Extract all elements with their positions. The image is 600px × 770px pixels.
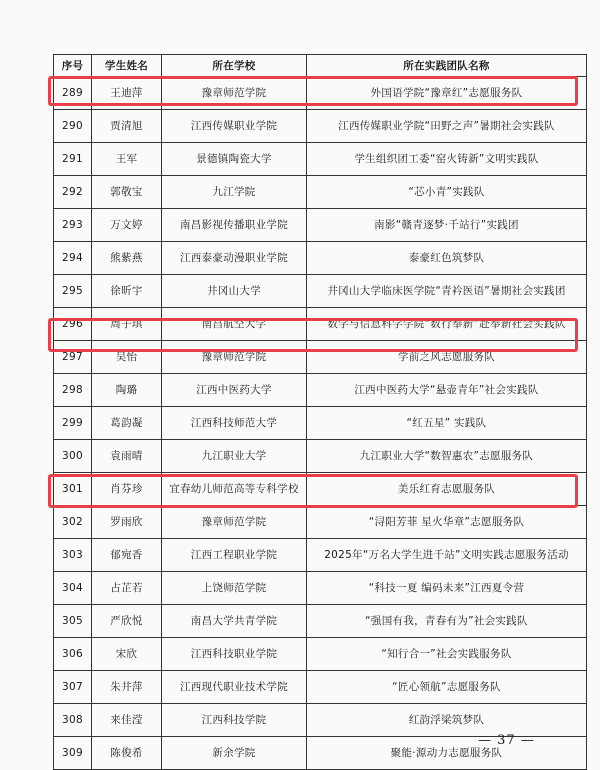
row-index: 300 [54, 440, 92, 473]
row-index: 297 [54, 341, 92, 374]
table-row [54, 341, 587, 374]
student-name: 熊紫燕 [92, 242, 162, 275]
header-index: 序号 [54, 55, 92, 77]
row-index: 296 [54, 308, 92, 341]
school-name: 江西科技职业学院 [162, 638, 307, 671]
row-index: 305 [54, 605, 92, 638]
school-name: 新余学院 [162, 737, 307, 770]
student-name: 王迪萍 [92, 77, 162, 110]
table-row [54, 110, 587, 143]
school-name: 豫章师范学院 [162, 341, 307, 374]
team-name: 2025年“万名大学生进千站”文明实践志愿服务活动 [307, 539, 587, 572]
table-row [54, 473, 587, 506]
student-name: 周子琪 [92, 308, 162, 341]
school-name: 江西现代职业技术学院 [162, 671, 307, 704]
team-name: “芯小青”实践队 [307, 176, 587, 209]
student-name: 陶璐 [92, 374, 162, 407]
table-row [54, 242, 587, 275]
team-name: 外国语学院“豫章红”志愿服务队 [307, 77, 587, 110]
row-index: 292 [54, 176, 92, 209]
student-name: 万文婷 [92, 209, 162, 242]
school-name: 上饶师范学院 [162, 572, 307, 605]
row-index: 303 [54, 539, 92, 572]
student-name: 吴怡 [92, 341, 162, 374]
row-index: 309 [54, 737, 92, 770]
row-index: 308 [54, 704, 92, 737]
page-number: — 37 — [478, 733, 535, 748]
team-name: 南影“赣青逐梦·千站行”实践团 [307, 209, 587, 242]
school-name: 江西泰豪动漫职业学院 [162, 242, 307, 275]
team-name: 江西中医药大学“悬壶青年”社会实践队 [307, 374, 587, 407]
team-name: 江西传媒职业学院“田野之声”暑期社会实践队 [307, 110, 587, 143]
row-index: 295 [54, 275, 92, 308]
student-name: 贾清旭 [92, 110, 162, 143]
table-row [54, 539, 587, 572]
table-row [54, 506, 587, 539]
student-name: 罗雨欣 [92, 506, 162, 539]
team-name: 泰豪红色筑梦队 [307, 242, 587, 275]
team-name: “科技一夏 编码未来”江西夏令营 [307, 572, 587, 605]
school-name: 景德镇陶瓷大学 [162, 143, 307, 176]
table-row [54, 176, 587, 209]
row-index: 290 [54, 110, 92, 143]
school-name: 南昌影视传播职业学院 [162, 209, 307, 242]
school-name: 九江学院 [162, 176, 307, 209]
table-header-row [54, 55, 587, 77]
row-index: 293 [54, 209, 92, 242]
table-row [54, 407, 587, 440]
team-name: 红韵浮梁筑梦队 [307, 704, 587, 737]
school-name: 江西中医药大学 [162, 374, 307, 407]
school-name: 南昌大学共青学院 [162, 605, 307, 638]
team-name: “匠心领航”志愿服务队 [307, 671, 587, 704]
table-row [54, 77, 587, 110]
table-row [54, 275, 587, 308]
student-name: 郭敬宝 [92, 176, 162, 209]
header-school: 所在学校 [162, 55, 307, 77]
team-name: “浔阳芳菲 星火华章”志愿服务队 [307, 506, 587, 539]
team-name: 井冈山大学临床医学院“青衿医语”暑期社会实践团 [307, 275, 587, 308]
school-name: 江西工程职业学院 [162, 539, 307, 572]
table-row [54, 671, 587, 704]
team-name: 美乐红育志愿服务队 [307, 473, 587, 506]
student-name: 宋欣 [92, 638, 162, 671]
header-student-name: 学生姓名 [92, 55, 162, 77]
table-row [54, 605, 587, 638]
row-index: 299 [54, 407, 92, 440]
student-name: 来佳滢 [92, 704, 162, 737]
row-index: 291 [54, 143, 92, 176]
table-row [54, 209, 587, 242]
team-name: “强国有我，青春有为”社会实践队 [307, 605, 587, 638]
row-index: 306 [54, 638, 92, 671]
student-table [53, 54, 587, 770]
school-name: 江西传媒职业学院 [162, 110, 307, 143]
table-row [54, 638, 587, 671]
student-name: 肖芬珍 [92, 473, 162, 506]
row-index: 301 [54, 473, 92, 506]
team-name: 九江职业大学“数智惠农”志愿服务队 [307, 440, 587, 473]
school-name: 南昌航空大学 [162, 308, 307, 341]
student-name: 严欣悦 [92, 605, 162, 638]
team-name: 学生组织团工委“窑火铸新”文明实践队 [307, 143, 587, 176]
table-row [54, 440, 587, 473]
header-team-name: 所在实践团队名称 [307, 55, 587, 77]
table-row [54, 572, 587, 605]
row-index: 307 [54, 671, 92, 704]
table-row [54, 374, 587, 407]
row-index: 294 [54, 242, 92, 275]
school-name: 豫章师范学院 [162, 77, 307, 110]
table-row [54, 308, 587, 341]
school-name: 宜春幼儿师范高等专科学校 [162, 473, 307, 506]
row-index: 302 [54, 506, 92, 539]
student-name: 王军 [92, 143, 162, 176]
team-name: 学前之风志愿服务队 [307, 341, 587, 374]
team-name: “红五星” 实践队 [307, 407, 587, 440]
student-name: 袁雨晴 [92, 440, 162, 473]
team-name: 数学与信息科学学院“数行奉新”赴奉新社会实践队 [307, 308, 587, 341]
school-name: 井冈山大学 [162, 275, 307, 308]
student-name: 葛韵凝 [92, 407, 162, 440]
student-name: 郁宛香 [92, 539, 162, 572]
student-name: 朱井萍 [92, 671, 162, 704]
school-name: 江西科技师范大学 [162, 407, 307, 440]
school-name: 豫章师范学院 [162, 506, 307, 539]
school-name: 江西科技学院 [162, 704, 307, 737]
student-name: 陈俊希 [92, 737, 162, 770]
team-name: “知行合一”社会实践服务队 [307, 638, 587, 671]
student-name: 徐昕宇 [92, 275, 162, 308]
row-index: 298 [54, 374, 92, 407]
row-index: 304 [54, 572, 92, 605]
student-name: 占芷若 [92, 572, 162, 605]
school-name: 九江职业大学 [162, 440, 307, 473]
team-name: 聚能·源动力志愿服务队 [307, 737, 587, 770]
table-row [54, 143, 587, 176]
row-index: 289 [54, 77, 92, 110]
table-body [54, 77, 587, 770]
